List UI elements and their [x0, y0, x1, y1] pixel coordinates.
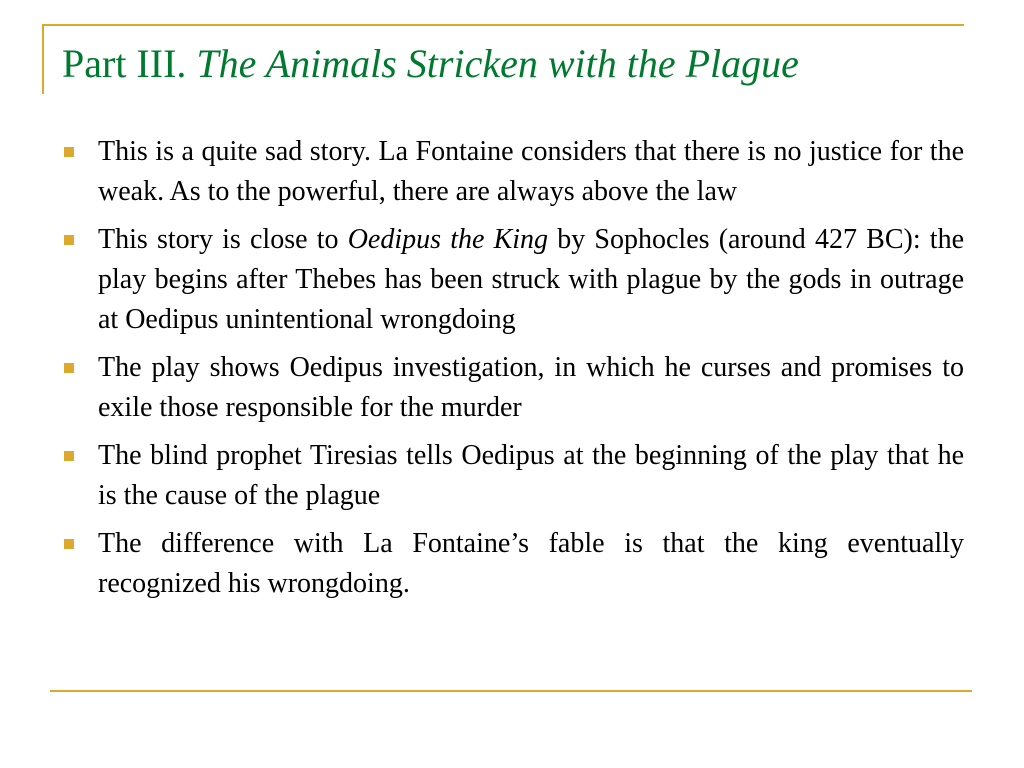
slide-frame-top-rule: [42, 24, 964, 26]
square-bullet-icon: [64, 539, 74, 549]
bullet-text: The play shows Oedipus investigation, in which he curses and promises to exile those responsible for the murder: [98, 352, 964, 423]
slide-frame-bottom-rule: [50, 690, 972, 692]
bullet-text-italic: Oedipus the King: [347, 224, 549, 255]
bullet-text: The difference with La Fontaine’s fable is that the king eventually recognized his wrongdoing.: [98, 528, 964, 599]
slide-title-prefix: Part III.: [62, 41, 197, 86]
bullet-text-after: by Sophocles (around 427 BC): the play begins after Thebes has been struck with plague by the gods in outrage at Oedipus unintentional wrongdoing: [98, 224, 964, 335]
bullet-text: This is a quite sad story. La Fontaine considers that there is no justice for the weak. As to the powerful, there are always above the law: [98, 136, 964, 207]
bullet-text: [98, 220, 964, 340]
slide-title: [62, 40, 799, 88]
slide-title-italic: The Animals Stricken with the Plague: [196, 41, 799, 86]
square-bullet-icon: [64, 235, 74, 245]
slide-frame-left-rule: [42, 24, 44, 94]
bullet-item: [62, 132, 964, 212]
bullet-item: [62, 348, 964, 428]
bullet-item: [62, 436, 964, 516]
bullet-text-before: This story is close to: [98, 224, 348, 255]
square-bullet-icon: [64, 363, 74, 373]
bullet-item: [62, 220, 964, 340]
square-bullet-icon: [64, 451, 74, 461]
bullet-list: [62, 132, 964, 612]
bullet-item: [62, 524, 964, 604]
bullet-text: The blind prophet Tiresias tells Oedipus at the beginning of the play that he is the cause of the plague: [98, 440, 964, 511]
square-bullet-icon: [64, 147, 74, 157]
